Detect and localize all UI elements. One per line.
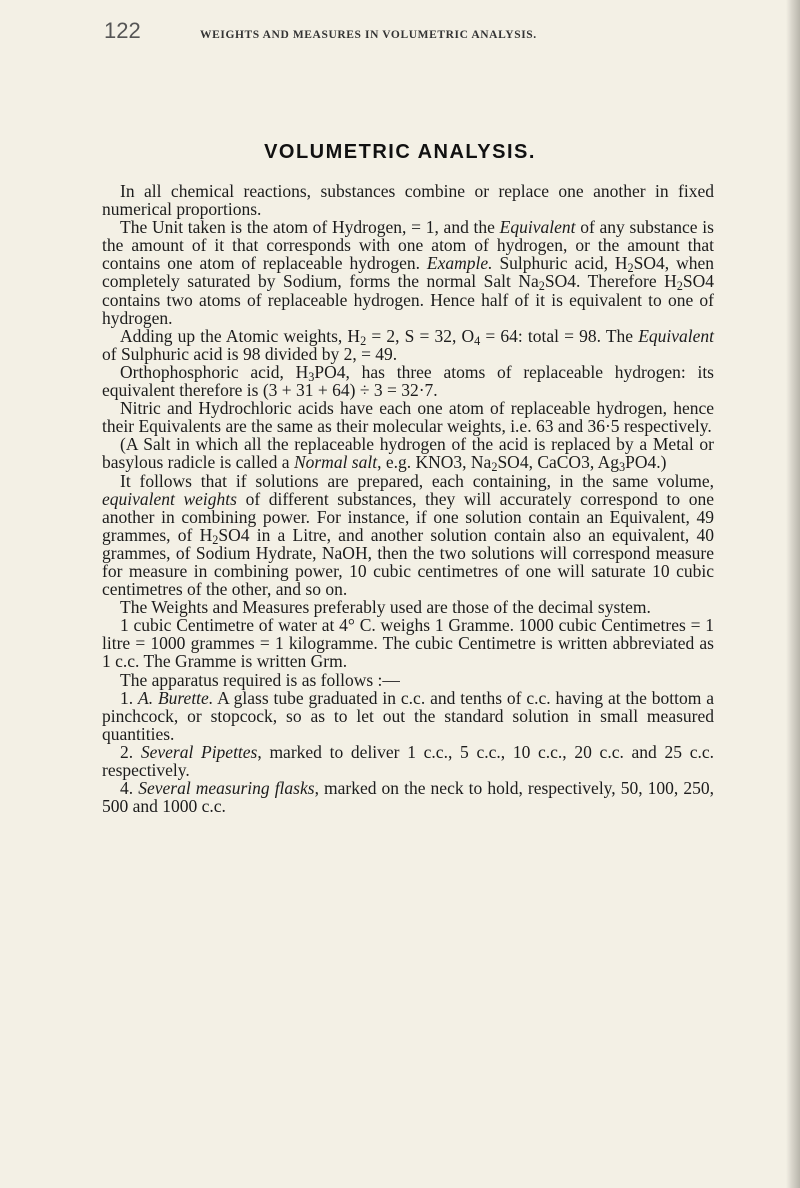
paragraph: The Weights and Measures preferably used are those of the decimal system. <box>120 597 651 618</box>
running-head: WEIGHTS AND MEASURES IN VOLUMETRIC ANALYSIS. <box>200 29 537 41</box>
paragraph: 2. Several Pipettes, marked to deliver 1 c.c., 5 c.c., 10 c.c., 20 c.c. and 25 c.c. respectively. <box>102 741 714 780</box>
paragraph: In all chemical reactions, substances combine or replace one another in fixed numerical proportions. <box>102 181 714 220</box>
paragraph: 4. Several measuring flasks, marked on the neck to hold, respectively, 50, 100, 250, 500 and 1000 c.c. <box>102 778 714 817</box>
paragraph: Orthophosphoric acid, $H_3PO4$, has three atoms of replaceable hydrogen: its equivalent therefore is (3 + 31 + 64) ÷ 3 = 32·7. <box>102 361 714 401</box>
paragraph: (A Salt in which all the replaceable hydrogen of the acid is replaced by a Metal or basylous radicle is called a Normal salt, e.g. KNO3, $Na_2SO4$, CaCO3, $Ag_3PO4$.) <box>102 434 714 475</box>
paragraph: The Unit taken is the atom of Hydrogen, = 1, and the Equivalent of any substance is the amount of it that corresponds with one atom of hydrogen, or the amount that contains one atom of replaceable hydrogen. Example. Sulphuric acid, $H_2SO4$, when completely saturated by Sodium, forms the normal Salt $Na_2SO4$. Therefore $H_2SO4$ contains two atoms of replaceable hydrogen. Hence half of it is equivalent to one of hydrogen. <box>102 217 715 328</box>
paragraph: Nitric and Hydrochloric acids have each one atom of replaceable hydrogen, hence their Equivalents are the same as their molecular weights, i.e. 63 and 36·5 respectively. <box>102 398 714 437</box>
body-text <box>102 182 714 815</box>
paragraph: 1 cubic Centimetre of water at 4° C. weighs 1 Gramme. 1000 cubic Centimetres = 1 litre = 1000 grammes = 1 kilogramme. The cubic Centimetre is written abbreviated as 1 c.c. The Gramme is written Grm. <box>102 615 714 672</box>
page-edge-shadow <box>786 0 800 1188</box>
page-number: 122 <box>104 18 141 43</box>
paragraph: The apparatus required is as follows :— <box>120 669 400 690</box>
paragraph: 1. A. Burette. A glass tube graduated in c.c. and tenths of c.c. having at the bottom a pinchcock, or stopcock, so as to let out the standard solution in small measured quantities. <box>102 687 715 744</box>
paragraph: It follows that if solutions are prepared, each containing, in the same volume, equivalent weights of different substances, they will accurately correspond to one another in combining power. For instance, if one solution contain an Equivalent, 49 grammes, of $H_2SO4$ in a Litre, and another solution contain also an equivalent, 40 grammes, of Sodium Hydrate, NaOH, then the two solutions will correspond measure for measure in combining power, 10 cubic centimetres of one will saturate 10 cubic centimetres of the other, and so on. <box>102 470 714 600</box>
page-header <box>104 18 704 44</box>
paragraph: Adding up the Atomic weights, $H_2 = 2$, S = 32, $O_4 = 64$: total = 98. The Equivalent of Sulphuric acid is 98 divided by 2, = 49. <box>102 325 714 364</box>
section-title: VOLUMETRIC ANALYSIS. <box>264 141 536 163</box>
